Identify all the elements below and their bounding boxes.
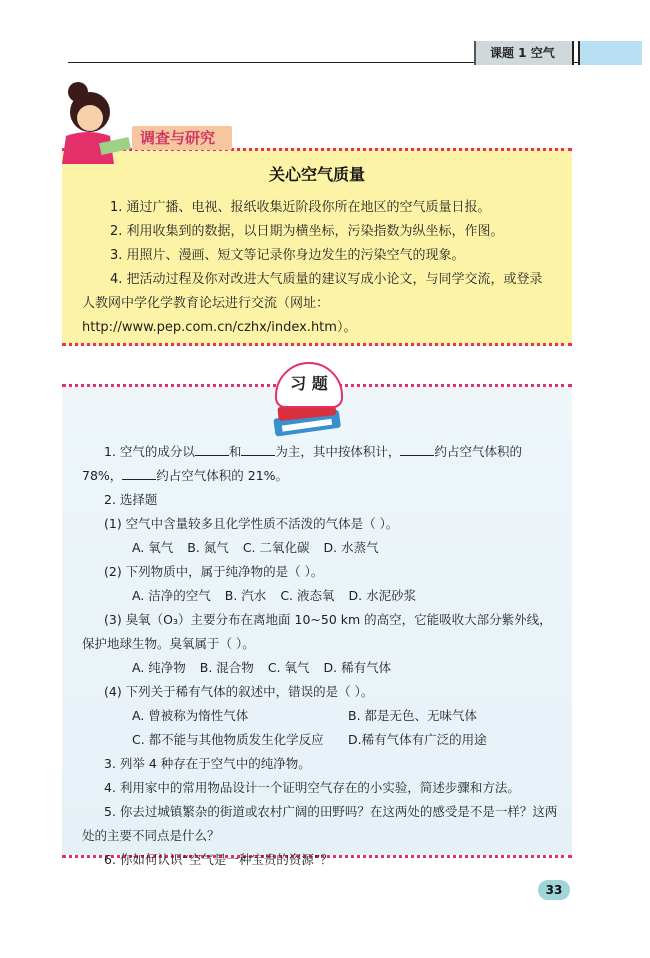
exercise-section-label: 习 题 (275, 362, 343, 408)
option[interactable]: A. 纯净物 (132, 660, 186, 675)
answer-blank[interactable] (400, 442, 434, 456)
sub-question-1: (1) 空气中含量较多且化学性质不活泼的气体是（ ）。 (104, 516, 399, 531)
answer-blank[interactable] (122, 466, 156, 480)
sub-question-4: (4) 下列关于稀有气体的叙述中，错误的是（ ）。 (104, 684, 374, 699)
option[interactable]: C. 氧气 (267, 660, 310, 675)
research-item: 2. 利用收集到的数据，以日期为横坐标，污染指数为纵坐标，作图。 (110, 224, 504, 239)
options-2 (82, 584, 560, 608)
question-5: 5. 你去过城镇繁杂的街道或农村广阔的田野吗？在这两处的感受是不是一样？这两处的主要不同点是什么？ (82, 804, 558, 843)
options-3 (82, 656, 560, 680)
header-color-strip (580, 41, 642, 65)
research-item: 3. 用照片、漫画、短文等记录你身边发生的污染空气的现象。 (110, 248, 465, 263)
exercise-content (82, 440, 560, 872)
page-number: 33 (538, 880, 570, 900)
question-2-title: 2. 选择题 (104, 492, 158, 507)
option[interactable]: A. 洁净的空气 (132, 588, 211, 603)
research-items (82, 196, 552, 340)
option[interactable]: B. 混合物 (199, 660, 254, 675)
question-1: 1. 空气的成分以 和 为主，其中按体积计， 约占空气体积的 78%， 约占空气体积的 21%。 (82, 444, 522, 483)
question-3: 3. 列举 4 种存在于空气中的纯净物。 (104, 756, 311, 771)
option[interactable]: C. 液态氧 (280, 588, 335, 603)
option[interactable]: D. 水蒸气 (323, 540, 379, 555)
answer-blank[interactable] (195, 442, 229, 456)
question-6: 6. 你如何认识“空气是一种宝贵的资源”？ (104, 852, 333, 867)
question-4: 4. 利用家中的常用物品设计一个证明空气存在的小实验，简述步骤和方法。 (104, 780, 520, 795)
option[interactable]: B. 氮气 (187, 540, 229, 555)
option[interactable]: C. 都不能与其他物质发生化学反应 (132, 732, 324, 747)
option[interactable]: B. 汽水 (224, 588, 267, 603)
option[interactable]: D. 水泥砂浆 (348, 588, 417, 603)
girl-reading-illustration (48, 78, 138, 164)
chapter-tab: 课题 1 空气 (474, 41, 572, 65)
option[interactable]: A. 曾被称为惰性气体 (132, 708, 249, 723)
research-title: 关心空气质量 (268, 165, 365, 184)
option[interactable]: B. 都是无色、无味气体 (348, 708, 478, 723)
option[interactable]: A. 氧气 (132, 540, 174, 555)
answer-blank[interactable] (241, 442, 275, 456)
option[interactable]: C. 二氧化碳 (242, 540, 310, 555)
option[interactable]: D.稀有气体有广泛的用途 (348, 732, 487, 747)
research-item: 4. 把活动过程及你对改进大气质量的建议写成小论文，与同学交流，或登录人教网中学化学教育论坛进行交流（网址：http://www.pep.com.cn/czhx/index.htm）。 (82, 272, 543, 335)
sub-question-3: (3) 臭氧（O₃）主要分布在离地面 10~50 km 的高空，它能吸收大部分紫外线，保护地球生物。臭氧属于（ ）。 (82, 612, 552, 651)
options-4 (82, 704, 560, 752)
research-item: 1. 通过广播、电视、报纸收集近阶段你所在地区的空气质量日报。 (110, 200, 491, 215)
header-divider-bars (572, 41, 580, 65)
options-1 (82, 536, 560, 560)
option[interactable]: D. 稀有气体 (323, 660, 392, 675)
sub-question-2: (2) 下列物质中，属于纯净物的是（ ）。 (104, 564, 324, 579)
research-section-label: 调查与研究 (132, 126, 232, 150)
